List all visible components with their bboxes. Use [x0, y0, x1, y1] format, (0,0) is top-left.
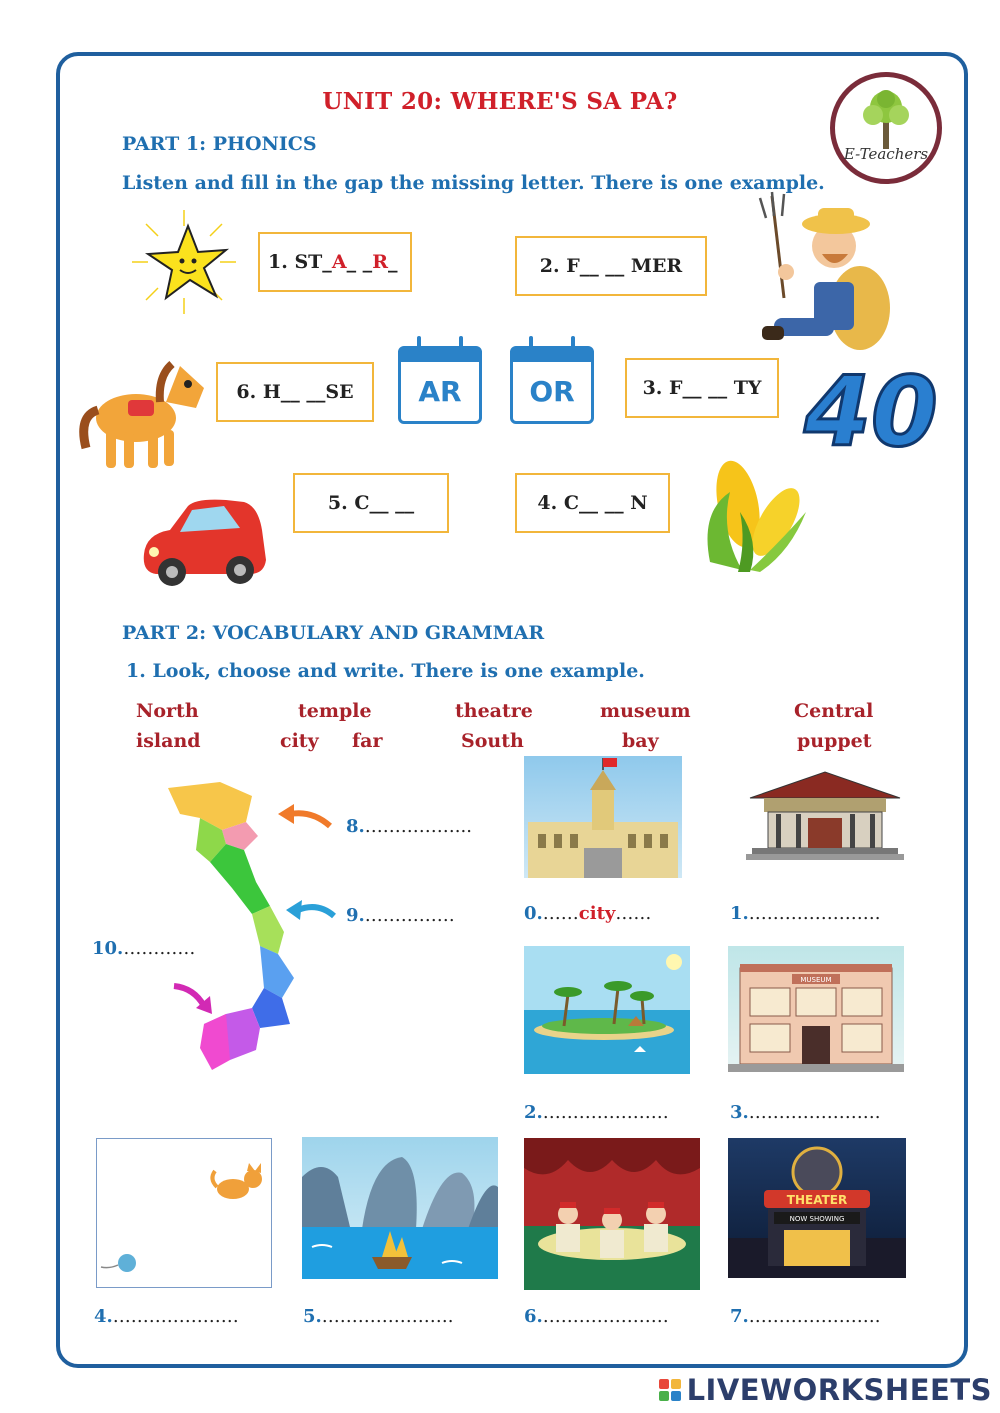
answer-8-blank: ……………... — [364, 816, 472, 837]
answer-4[interactable] — [94, 1306, 239, 1327]
calendar-ring — [529, 336, 533, 354]
corn-icon — [690, 452, 814, 574]
phonics-box-4[interactable]: 4. C__ __ N — [515, 473, 670, 533]
box1-answer-r: R — [372, 251, 388, 273]
answer-4-blank: ………………… — [112, 1306, 239, 1327]
calendar-ring — [571, 336, 575, 354]
answer-3[interactable] — [730, 1102, 881, 1123]
answer-2[interactable] — [524, 1102, 669, 1123]
part1-instruction: Listen and fill in the gap the missing letter. There is one example. — [122, 172, 825, 194]
picture-puppet — [524, 1138, 700, 1290]
liveworksheets-logo[interactable] — [659, 1373, 992, 1407]
answer-0-pre: …… — [542, 903, 579, 924]
answer-2-blank: ………………… — [542, 1102, 669, 1123]
choice-or — [510, 346, 594, 424]
answer-4-num: 4. — [94, 1306, 113, 1327]
bay-icon — [302, 1137, 498, 1279]
city-hall-icon — [524, 756, 682, 878]
answer-0-example: city — [578, 903, 616, 924]
water-puppet-icon — [524, 1138, 700, 1290]
horse-icon — [78, 356, 210, 476]
answer-5-num: 5. — [303, 1306, 322, 1327]
answer-10-blank: ………… — [123, 938, 196, 959]
answer-9-blank: …………… — [364, 905, 455, 926]
calendar-ring — [459, 336, 463, 354]
answer-10-num: 10. — [92, 938, 124, 959]
picture-temple — [742, 762, 908, 866]
phonics-box-6[interactable]: 6. H__ __SE — [216, 362, 374, 422]
cat-and-ball-icon — [97, 1139, 271, 1287]
picture-city — [524, 756, 682, 878]
answer-9[interactable] — [346, 905, 455, 926]
liveworksheets-text: LIVEWORKSHEETS — [686, 1373, 992, 1407]
word-puppet: puppet — [797, 730, 872, 752]
star-icon — [128, 206, 240, 318]
box1-suffix: _ — [387, 251, 398, 273]
answer-5-blank: …………………. — [321, 1306, 454, 1327]
logo-text: E-Teachers — [843, 145, 929, 163]
answer-0-num: 0. — [524, 903, 543, 924]
answer-7[interactable] — [730, 1306, 881, 1327]
answer-5[interactable] — [303, 1306, 454, 1327]
calendar-ring — [417, 336, 421, 354]
car-icon — [136, 490, 272, 590]
museum-sign: MUSEUM — [800, 976, 832, 984]
e-teachers-logo — [830, 72, 942, 184]
word-south: South — [461, 730, 524, 752]
answer-2-num: 2. — [524, 1102, 543, 1123]
answer-3-blank: …………………. — [748, 1102, 881, 1123]
word-bay: bay — [622, 730, 659, 752]
island-icon — [524, 946, 690, 1074]
picture-bay — [302, 1137, 498, 1279]
page-title: UNIT 20: WHERE'S SA PA? — [322, 88, 678, 115]
number-forty-icon: 40 — [804, 356, 938, 468]
choice-ar — [398, 346, 482, 424]
answer-1-blank: …………………. — [748, 903, 881, 924]
word-theatre: theatre — [455, 700, 533, 722]
answer-8[interactable] — [346, 816, 472, 837]
phonics-box-3[interactable]: 3. F__ __ TY — [625, 358, 779, 418]
arrow-south-icon — [172, 980, 218, 1016]
theatre-sign: THEATER — [786, 1193, 848, 1207]
picture-far — [96, 1138, 272, 1288]
word-island: island — [136, 730, 201, 752]
arrow-central-icon — [284, 898, 336, 926]
picture-island — [524, 946, 690, 1074]
phonics-box-5[interactable]: 5. C__ __ — [293, 473, 449, 533]
answer-7-blank: …………………. — [748, 1306, 881, 1327]
phonics-box-1[interactable] — [258, 232, 412, 292]
picture-theatre — [728, 1138, 906, 1278]
choice-ar-label: AR — [418, 375, 462, 408]
answer-8-num: 8. — [346, 816, 365, 837]
box1-answer-a: A — [331, 251, 347, 273]
word-north: North — [136, 700, 199, 722]
answer-10[interactable] — [92, 938, 195, 959]
answer-6[interactable] — [524, 1306, 669, 1327]
picture-museum — [728, 946, 904, 1072]
theatre-icon — [728, 1138, 906, 1278]
answer-0 — [524, 903, 651, 924]
box1-mid: _ _ — [346, 251, 373, 273]
answer-6-num: 6. — [524, 1306, 543, 1327]
farmer-icon — [752, 188, 892, 356]
part2-instruction: 1. Look, choose and write. There is one example. — [126, 660, 645, 682]
tree-icon — [835, 77, 937, 179]
museum-icon — [728, 946, 904, 1072]
answer-3-num: 3. — [730, 1102, 749, 1123]
answer-1[interactable] — [730, 903, 881, 924]
theatre-subsign: NOW SHOWING — [789, 1215, 845, 1223]
word-temple: temple — [298, 700, 372, 722]
part1-heading: PART 1: PHONICS — [122, 133, 317, 155]
choice-or-label: OR — [529, 375, 575, 408]
temple-icon — [742, 762, 908, 866]
word-far: far — [352, 730, 383, 752]
answer-0-post: …… — [615, 903, 652, 924]
liveworksheets-icon — [659, 1379, 681, 1401]
arrow-north-icon — [276, 804, 332, 834]
word-central: Central — [794, 700, 874, 722]
word-museum: museum — [600, 700, 691, 722]
phonics-box-2[interactable]: 2. F__ __ MER — [515, 236, 707, 296]
answer-6-blank: ………………… — [542, 1306, 669, 1327]
answer-9-num: 9. — [346, 905, 365, 926]
word-city: city — [280, 730, 319, 752]
part2-heading: PART 2: VOCABULARY AND GRAMMAR — [122, 622, 545, 644]
answer-1-num: 1. — [730, 903, 749, 924]
box1-prefix: 1. ST_ — [268, 251, 332, 273]
answer-7-num: 7. — [730, 1306, 749, 1327]
